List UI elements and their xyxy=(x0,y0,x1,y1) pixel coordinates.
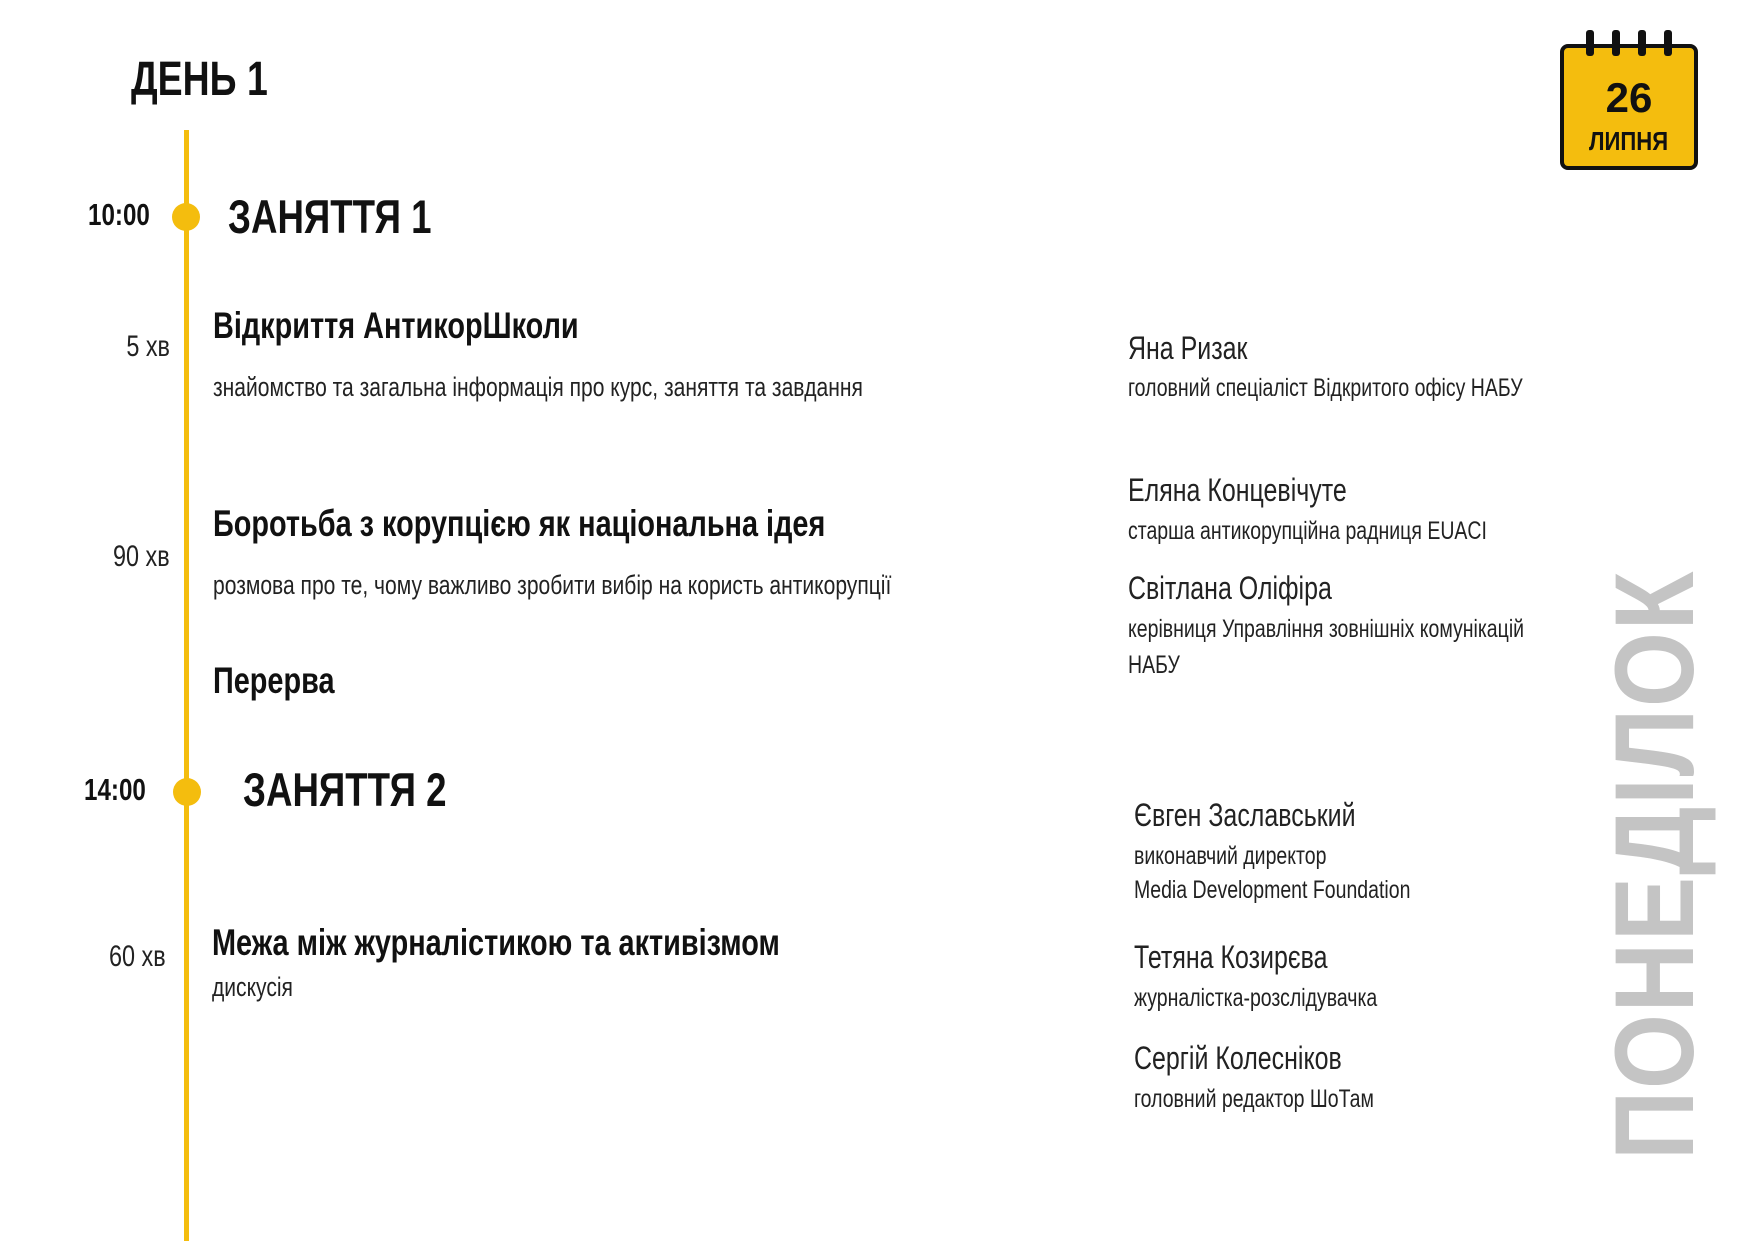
speaker-name: Світлана Оліфіра xyxy=(1128,570,1332,606)
item-description: розмова про те, чому важливо зробити вибір на користь антикорупції xyxy=(213,570,892,600)
speaker-role: керівниця Управління зовнішніх комунікацій xyxy=(1128,615,1525,643)
item-title: Відкриття АнтикорШколи xyxy=(213,305,579,346)
session-title: ЗАНЯТТЯ 2 xyxy=(243,763,447,816)
speaker-role: виконавчий директор xyxy=(1134,842,1327,870)
speaker-role: головний редактор ШоТам xyxy=(1134,1085,1374,1113)
item-duration: 5 хв xyxy=(126,330,170,363)
speaker-role: журналістка-розслідувачка xyxy=(1134,984,1378,1012)
session-time: 14:00 xyxy=(84,772,146,807)
item-duration: 90 хв xyxy=(113,540,170,573)
calendar-month: ЛИПНЯ xyxy=(1589,126,1669,156)
item-title: Боротьба з корупцією як національна ідея xyxy=(213,503,826,544)
calendar-day: 26 xyxy=(1605,74,1653,121)
speaker-role-line2: Media Development Foundation xyxy=(1134,876,1411,904)
break-title: Перерва xyxy=(213,660,335,701)
session-title: ЗАНЯТТЯ 1 xyxy=(228,190,432,243)
item-description: знайомство та загальна інформація про курс, заняття та завдання xyxy=(213,372,863,402)
speaker-name: Тетяна Козирєва xyxy=(1134,939,1328,975)
speaker-name: Еляна Концевічуте xyxy=(1128,472,1347,508)
speaker-role: головний спеціаліст Відкритого офісу НАБУ xyxy=(1128,374,1523,402)
item-duration: 60 хв xyxy=(109,940,166,973)
speaker-role: старша антикорупційна радниця EUACI xyxy=(1128,517,1487,545)
speaker-name: Яна Ризак xyxy=(1128,330,1248,366)
weekday-label: ПОНЕДІЛОК xyxy=(1592,569,1717,1160)
item-description: дискусія xyxy=(212,972,293,1002)
calendar-icon xyxy=(1560,44,1698,170)
day-title: ДЕНЬ 1 xyxy=(131,53,268,106)
timeline-dot xyxy=(173,778,201,806)
timeline-dot xyxy=(172,203,200,231)
speaker-name: Сергій Колесніков xyxy=(1134,1040,1342,1076)
session-time: 10:00 xyxy=(88,197,150,232)
speaker-role-line2: НАБУ xyxy=(1128,651,1180,679)
speaker-name: Євген Заславський xyxy=(1134,797,1356,833)
timeline-line xyxy=(184,130,189,1241)
item-title: Межа між журналістикою та активізмом xyxy=(212,922,780,963)
